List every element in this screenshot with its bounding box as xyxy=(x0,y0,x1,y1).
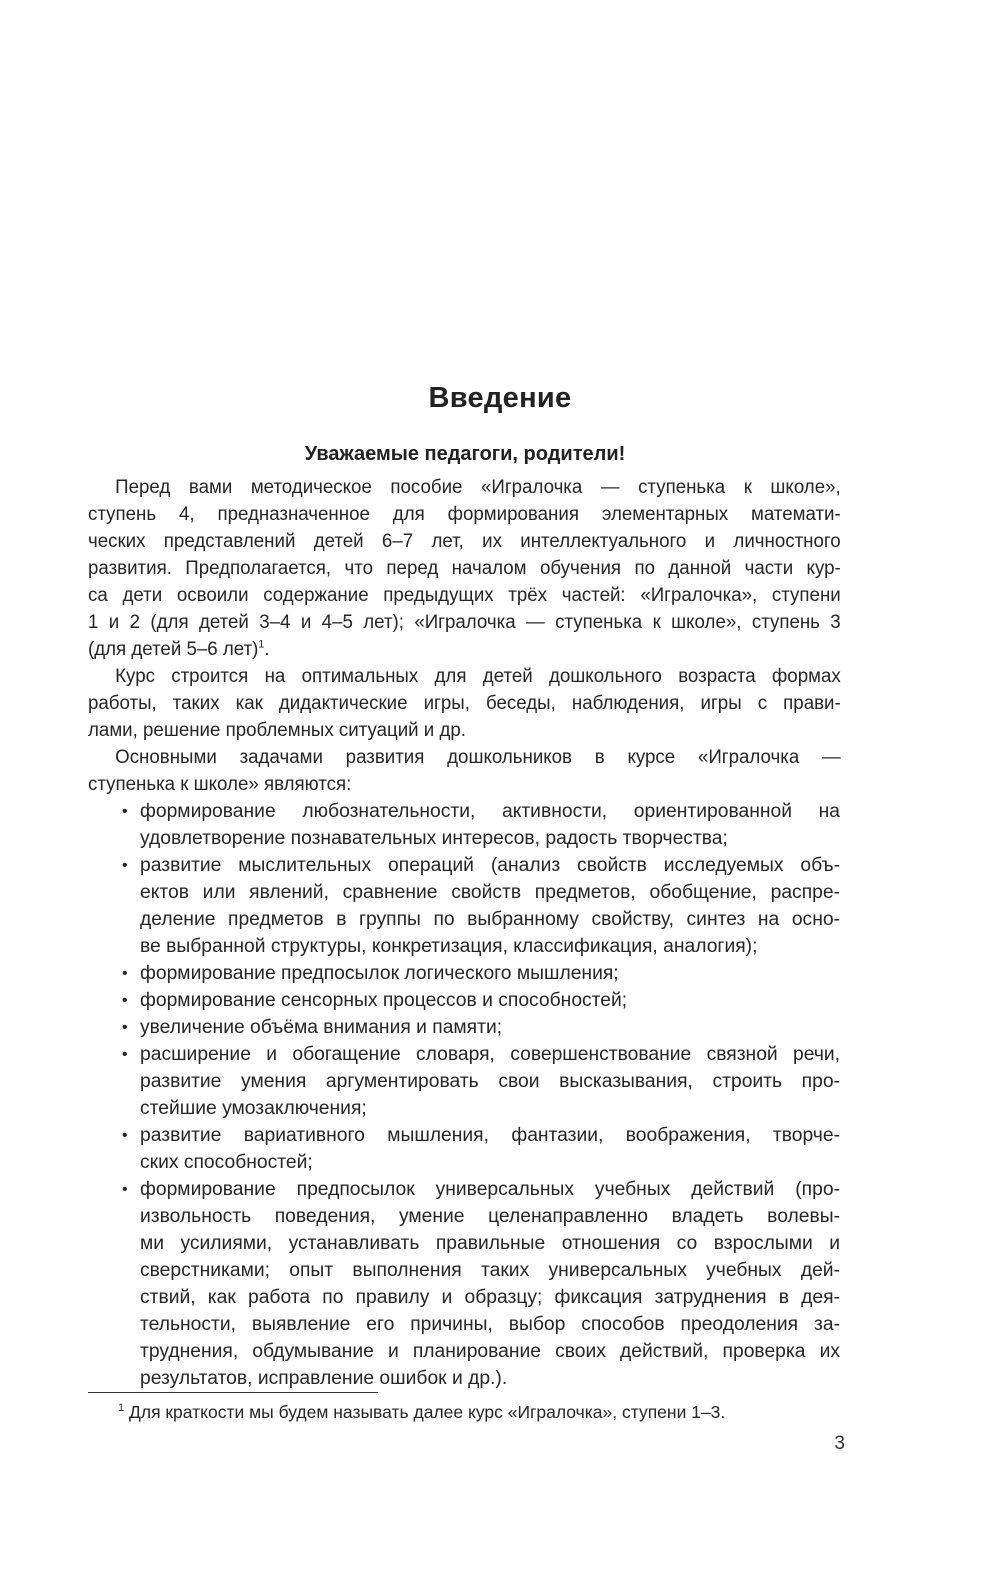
footnote-marker: 1 xyxy=(118,1402,125,1415)
footnote-text: Для краткости мы будем называть далее курс «Игралочка», ступени 1–3. xyxy=(129,1402,726,1422)
text-line: результатов, исправление ошибок и др.). xyxy=(140,1368,508,1389)
paragraph xyxy=(88,474,841,663)
text-line: формирование сенсорных процессов и способностей; xyxy=(140,990,628,1011)
bullet-icon: • xyxy=(122,1181,128,1198)
text-line: ствий, как работа по правилу и образцу; фиксация затруднения в дея- xyxy=(140,1287,840,1308)
page-subtitle: Уважаемые педагоги, родители! xyxy=(304,443,626,465)
list-item xyxy=(88,987,840,1014)
text-line: Перед вами методическое пособие «Игралочка — ступенька к школе», xyxy=(115,477,841,498)
text-line: работы, таких как дидактические игры, беседы, наблюдения, игры с прави- xyxy=(88,693,841,714)
text-line: ми усилиями, устанавливать правильные отношения со взрослыми и xyxy=(140,1233,840,1254)
text-line: 1 и 2 (для детей 3–4 и 4–5 лет); «Игралочка — ступенька к школе», ступень 3 xyxy=(88,612,841,633)
paragraph xyxy=(88,663,841,744)
bullet-icon: • xyxy=(122,803,128,820)
list-item xyxy=(88,1014,840,1041)
text-line: развития. Предполагается, что перед началом обучения по данной части кур- xyxy=(88,558,841,579)
footnote-reference: 1 xyxy=(258,638,265,651)
text-line: формирование любознательности, активности, ориентированной на xyxy=(140,801,840,822)
text-line: развитие умения аргументировать свои высказывания, строить про- xyxy=(140,1071,840,1092)
text-line: ве выбранной структуры, конкретизация, классификация, аналогия); xyxy=(140,936,758,957)
text-line: деление предметов в группы по выбранному свойству, синтез на осно- xyxy=(140,909,840,930)
paragraph xyxy=(88,744,841,798)
text-line: сверстниками; опыт выполнения таких универсальных учебных дей- xyxy=(140,1260,840,1281)
task-list xyxy=(88,798,840,1392)
text-line: формирование предпосылок универсальных учебных действий (про- xyxy=(140,1179,840,1200)
page-title: Введение xyxy=(428,382,572,414)
text-line: ческих представлений детей 6–7 лет, их интеллектуального и личностного xyxy=(88,531,841,552)
text-line: развитие вариативного мышления, фантазии, воображения, творче- xyxy=(140,1125,840,1146)
sentence-end: . xyxy=(264,639,270,660)
body-text xyxy=(88,474,840,1392)
paragraphs xyxy=(88,474,840,798)
list-item xyxy=(88,1041,840,1122)
list-item xyxy=(88,852,840,960)
text-line: лами, решение проблемных ситуаций и др. xyxy=(88,720,466,741)
text-line: труднения, обдумывание и планирование своих действий, проверка их xyxy=(140,1341,840,1362)
text-line: развитие мыслительных операций (анализ свойств исследуемых объ- xyxy=(140,855,840,876)
text-line: ступенька к школе» являются: xyxy=(88,774,352,795)
text-line: тельности, выявление его причины, выбор способов преодоления за- xyxy=(140,1314,840,1335)
text-line: са дети освоили содержание предыдущих трёх частей: «Игралочка», ступени xyxy=(88,585,841,606)
bullet-icon: • xyxy=(122,992,128,1009)
text-line: Курс строится на оптимальных для детей дошкольного возраста формах xyxy=(115,666,841,687)
bullet-icon: • xyxy=(122,857,128,874)
text-line: ектов или явлений, сравнение свойств предметов, обобщение, распре- xyxy=(140,882,840,903)
bullet-icon: • xyxy=(122,1046,128,1063)
list-item xyxy=(88,798,840,852)
text-line: извольность поведения, умение целенаправленно владеть волевы- xyxy=(140,1206,840,1227)
list-item xyxy=(88,1176,840,1392)
text-line: стейшие умозаключения; xyxy=(140,1098,367,1119)
page-number: 3 xyxy=(834,1433,845,1454)
text-line-content: (для детей 5–6 лет) xyxy=(88,639,259,660)
text-line: расширение и обогащение словаря, совершенствование связной речи, xyxy=(140,1044,840,1065)
text-line: ступень 4, предназначенное для формирования элементарных математи- xyxy=(88,504,841,525)
list-item xyxy=(88,960,840,987)
text-line: Основными задачами развития дошкольников в курсе «Игралочка — xyxy=(115,747,841,768)
bullet-icon: • xyxy=(122,965,128,982)
list-item xyxy=(88,1122,840,1176)
text-line: увеличение объёма внимания и памяти; xyxy=(140,1017,503,1038)
bullet-icon: • xyxy=(122,1127,128,1144)
footnote-divider xyxy=(88,1392,378,1393)
footnote xyxy=(118,1402,725,1423)
bullet-icon: • xyxy=(122,1019,128,1036)
text-line xyxy=(88,636,841,663)
text-line: удовлетворение познавательных интересов, радость творчества; xyxy=(140,828,728,849)
text-line: ских способностей; xyxy=(140,1152,313,1173)
text-line: формирование предпосылок логического мышления; xyxy=(140,963,619,984)
